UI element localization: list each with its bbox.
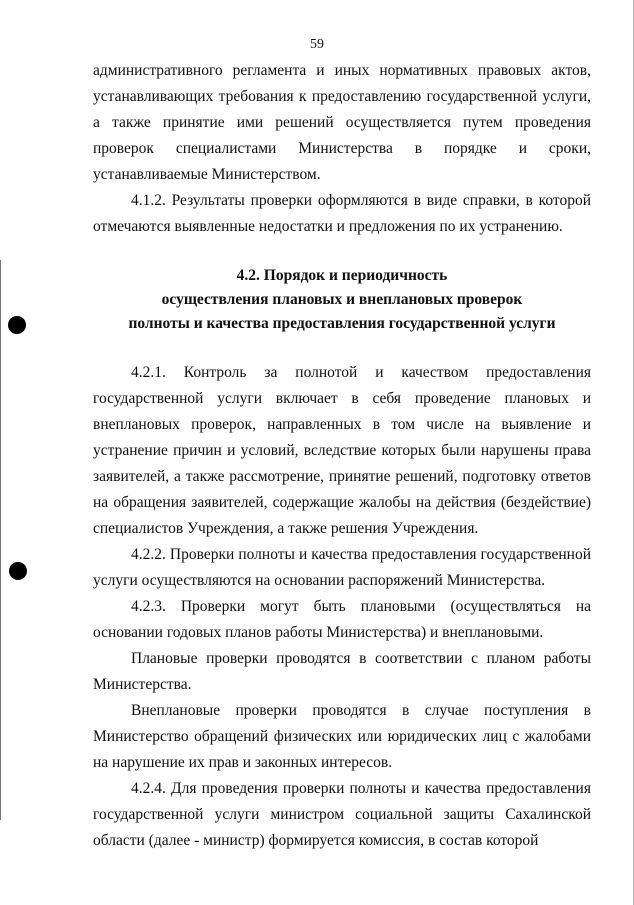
page-number: 59 [310, 37, 324, 52]
paragraph-4-2-4: 4.2.4. Для проведения проверки полноты и качества предоставления государственной услуги министром социальной защиты Сахалинской области (далее - министр) формируется комиссия, в состав которой [93, 780, 591, 849]
punch-hole-bottom [9, 562, 27, 580]
paragraph-continuation: административного регламента и иных нормативных правовых актов, устанавливающих требования к предоставлению государственной услуги, а также принятие ими решений осуществляется путем проведения проверок специалистами Министерства в порядке и сроки, устанавливаемые Министерством. [93, 62, 591, 183]
paragraph-unplanned-checks: Внеплановые проверки проводятся в случае поступления в Министерство обращений физических или юридических лиц с жалобами на нарушение их прав и законных интересов. [93, 702, 591, 771]
section-heading-line: 4.2. Порядок и периодичность [236, 267, 448, 284]
paragraph-4-2-3: 4.2.3. Проверки могут быть плановыми (осуществляться на основании годовых планов работы Министерства) и внеплановыми. [93, 598, 591, 641]
paragraph-4-1-2: 4.1.2. Результаты проверки оформляются в виде справки, в которой отмечаются выявленные недостатки и предложения по их устранению. [93, 192, 591, 235]
paragraph-planned-checks: Плановые проверки проводятся в соответствии с планом работы Министерства. [93, 650, 591, 693]
document-body [93, 58, 591, 854]
section-heading-line: осуществления плановых и внеплановых проверок [161, 291, 523, 308]
section-heading-4-2 [93, 264, 591, 336]
punch-hole-top [8, 316, 26, 334]
section-heading-line: полноты и качества предоставления государственной услуги [128, 315, 556, 332]
paragraph-4-2-1: 4.2.1. Контроль за полнотой и качеством предоставления государственной услуги включает в себя проведение плановых и внеплановых проверок, направленных в том числе на выявление и устранение причин и условий, вследствие которых были нарушены права заявителей, а также рассмотрение, принятие решений, подготовку ответов на обращения заявителей, содержащие жалобы на действия (бездействие) специалистов Учреждения, а также решения Учреждения. [93, 364, 591, 537]
paragraph-4-2-2: 4.2.2. Проверки полноты и качества предоставления государственной услуги осуществляются на основании распоряжений Министерства. [93, 546, 591, 589]
scan-edge-left [0, 260, 1, 820]
